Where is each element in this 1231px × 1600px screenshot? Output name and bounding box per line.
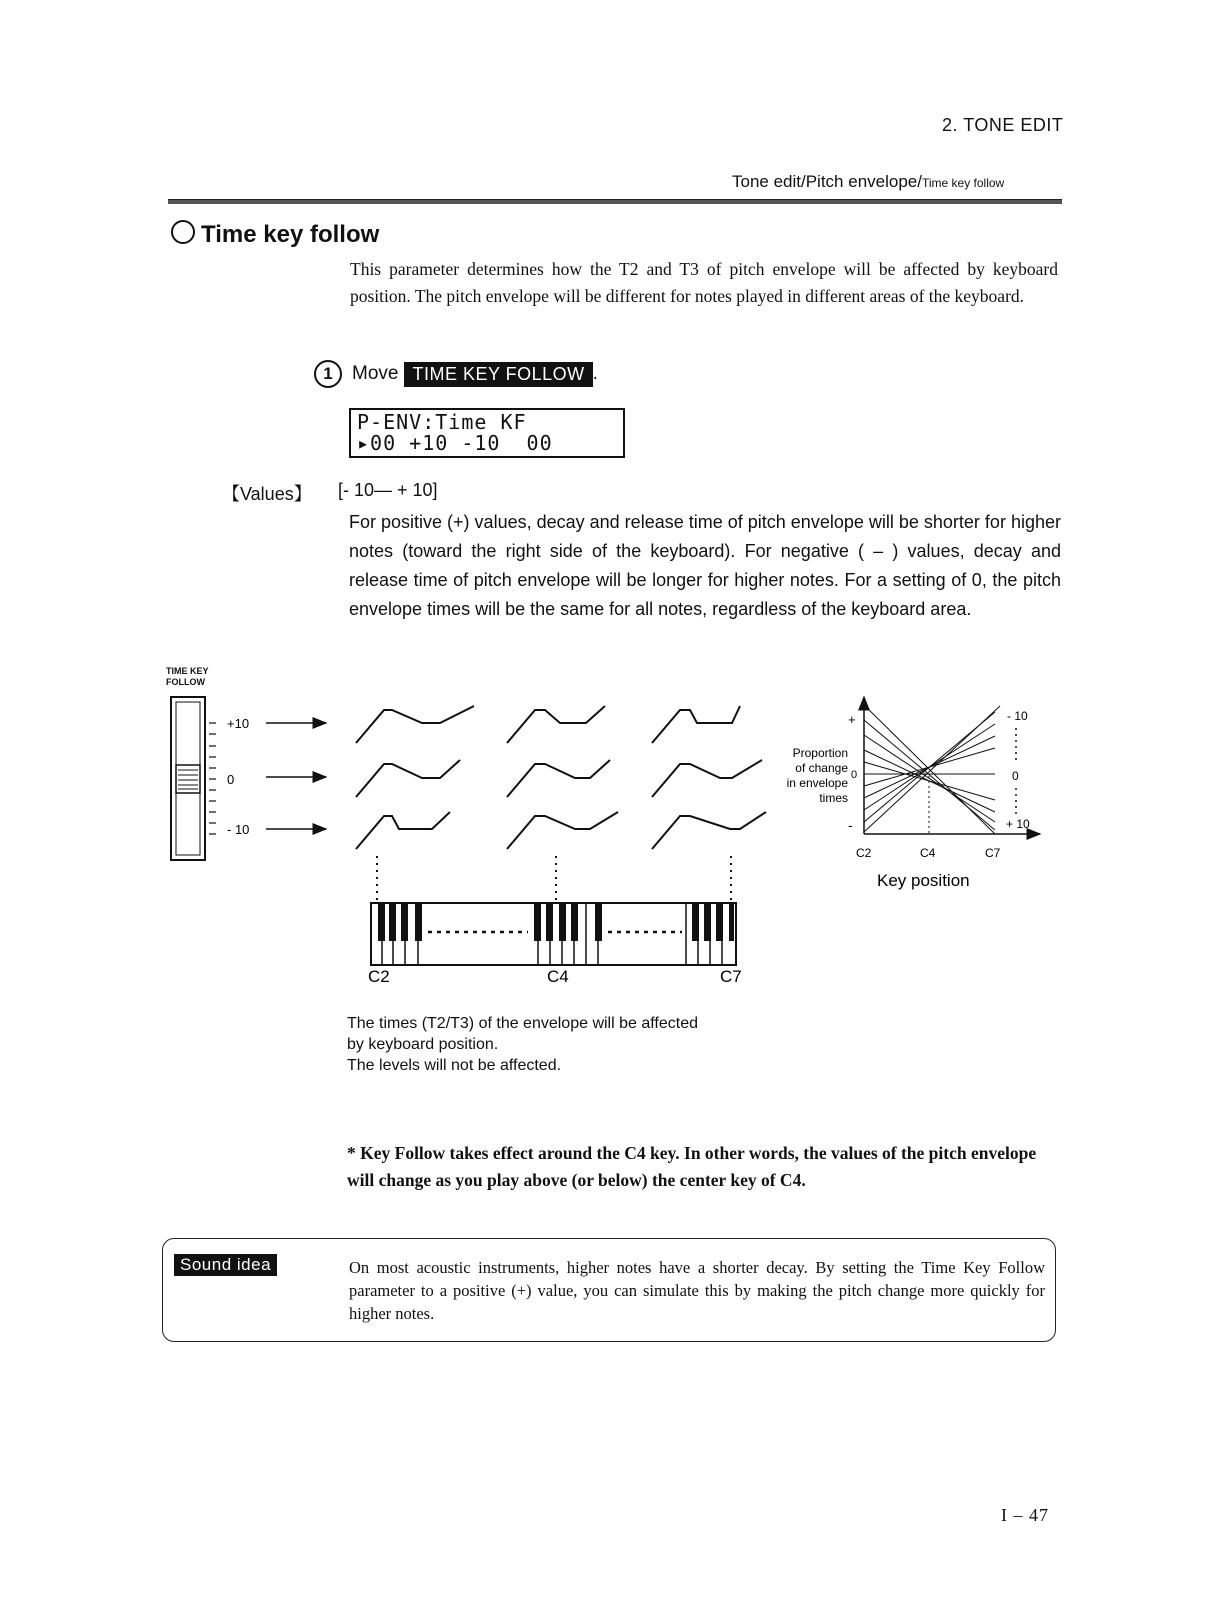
envelope-shape <box>507 812 618 849</box>
keyboard-icon <box>371 903 736 965</box>
key-position-guides <box>377 856 731 900</box>
slider-scale <box>209 723 216 834</box>
graph-axis-line-2: of change <box>795 761 848 775</box>
graph-axis-line-4: times <box>819 791 848 805</box>
graph-x-tick-c4: C4 <box>920 846 936 860</box>
graph-plus: + <box>848 712 856 727</box>
graph-axis-line-1: Proportion <box>792 746 848 760</box>
envelope-shape <box>356 812 450 849</box>
values-range: [- 10— + 10] <box>338 480 438 500</box>
envelope-shape <box>356 706 474 743</box>
graph-x-label: Key position <box>877 871 970 890</box>
envelope-shape <box>652 706 740 743</box>
graph-minus: - <box>848 817 853 833</box>
graph-fan-lines <box>864 705 1000 834</box>
caption-line-1: The times (T2/T3) of the envelope will be affected <box>347 1015 698 1032</box>
slider-label-0: 0 <box>227 772 235 787</box>
sound-idea-text: On most acoustic instruments, higher notes have a shorter decay. By setting the Time Key Follow parameter to a positive (+) value, you can simulate this by making the pitch change more quickly for higher notes. <box>349 1258 1045 1323</box>
envelope-shape <box>507 760 610 797</box>
step-trail: . <box>592 363 598 384</box>
graph-zero: 0 <box>851 769 858 781</box>
breadcrumb-main: Tone edit/Pitch envelope/ <box>732 172 922 191</box>
slider-label-minus-10: - 10 <box>227 822 250 837</box>
slider-title-line-2: FOLLOW <box>166 677 205 687</box>
graph-right-label-0: 0 <box>1012 769 1019 783</box>
diagram-caption <box>347 1013 698 1076</box>
step-number-icon: 1 <box>314 360 342 388</box>
envelope-shapes <box>356 706 766 849</box>
lcd-line-1: P-ENV:Time KF <box>357 410 527 434</box>
graph-x-tick-c2: C2 <box>856 846 872 860</box>
envelope-shape <box>507 706 605 743</box>
lcd-line-2: ▸00 +10 -10 00 <box>357 431 553 455</box>
graph-right-label-minus-10: - 10 <box>1007 709 1028 723</box>
keyboard-label-c2: C2 <box>368 967 390 986</box>
values-label: 【Values】 <box>222 484 312 504</box>
envelope-shape <box>652 812 766 849</box>
values-description: For positive (+) values, decay and release time of pitch envelope will be shorter for higher notes (toward the right side of the keyboard). For negative ( – ) values, decay and release time of pitch envelope will be longer for higher notes. For a setting of 0, the pitch envelope times will be the same for all notes, regardless of the keyboard area. <box>349 512 1061 619</box>
graph-right-label-plus-10: + 10 <box>1006 817 1030 831</box>
key-follow-note: * Key Follow takes effect around the C4 key. In other words, the values of the pitch envelope will change as you play above (or below) the center key of C4. <box>347 1143 1037 1190</box>
slider-icon <box>171 697 205 860</box>
graph-x-tick-c7: C7 <box>985 846 1001 860</box>
sound-idea-badge: Sound idea <box>174 1254 277 1276</box>
graph-axis-line-3: in envelope <box>786 776 848 790</box>
slider-title-line-1: TIME KEY <box>166 666 209 676</box>
caption-line-3: The levels will not be affected. <box>347 1057 562 1074</box>
chapter-heading: 2. TONE EDIT <box>942 115 1064 135</box>
time-key-follow-button[interactable]: TIME KEY FOLLOW <box>404 362 592 387</box>
breadcrumb-small: Time key follow <box>921 176 1005 190</box>
section-title-text: Time key follow <box>201 221 380 248</box>
keyboard-label-c7: C7 <box>720 967 742 986</box>
page-number: I – 47 <box>1001 1505 1049 1525</box>
keyboard-label-c4: C4 <box>547 967 569 986</box>
envelope-shape <box>652 760 762 797</box>
intro-paragraph: This parameter determines how the T2 and T3 of pitch envelope will be affected by keyboard position. The pitch envelope will be different for notes played in different areas of the keyboard. <box>350 259 1058 306</box>
slider-label-plus-10: +10 <box>227 716 250 731</box>
envelope-shape <box>356 760 460 797</box>
step-verb: Move <box>352 363 399 384</box>
caption-line-2: by keyboard position. <box>347 1036 499 1053</box>
